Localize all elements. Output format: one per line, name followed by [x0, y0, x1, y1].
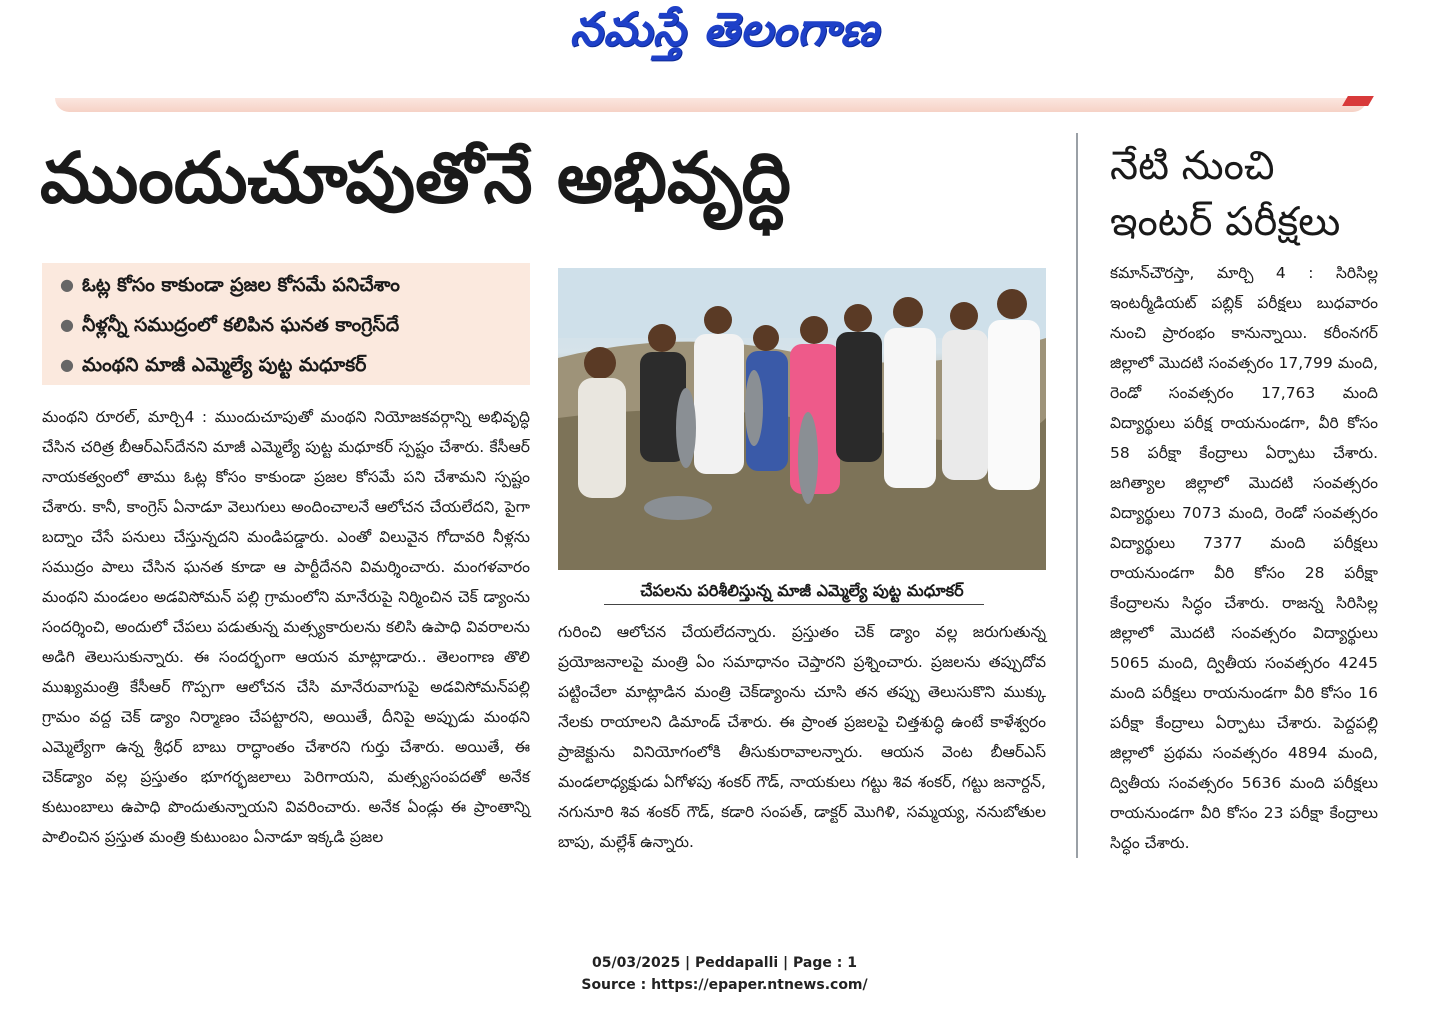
- highlight-item: [42, 347, 530, 383]
- highlight-item: [42, 307, 530, 343]
- side-story-body: కమాన్‌చౌరస్తా, మార్చి 4 : సిరిసిల్ల ఇంటర్మీడియట్ పబ్లిక్ పరీక్షలు బుధవారం నుంచి ప్రారంభం కానున్నాయి. కరీంనగర్ జిల్లాలో మొదటి సంవత్సరం 17,799 మంది, రెండో సంవత్సరం 17,763 మంది విద్యార్థులు పరీక్ష రాయనుండగా, వీరి కోసం 58 పరీక్షా కేంద్రాలు ఏర్పాటు చేశారు. జగిత్యాల జిల్లాలో మొదటి సంవత్సరం విద్యార్థులు 7073 మంది, రెండో సంవత్సరం విద్యార్థులు 7377 మంది పరీక్షలు రాయనుండగా వీరి కోసం 28 పరీక్షా కేంద్రాలను సిద్ధం చేశారు. రాజన్న సిరిసిల్ల జిల్లాలో మొదటి సంవత్సరం విద్యార్థులు 5065 మంది, ద్వితీయ సంవత్సరం 4245 మంది పరీక్షలు రాయనుండగా వీరి కోసం 16 పరీక్షా కేంద్రాలు ఏర్పాటు చేశారు. పెద్దపల్లి జిల్లాలో ప్రథమ సంవత్సరం 4894 మంది, ద్వితీయ సంవత్సరం 5636 మంది పరీక్షలు రాయనుండగా వీరి కోసం 23 పరీక్షా కేంద్రాలు సిద్ధం చేశారు.: [1110, 264, 1378, 852]
- bullet-icon: ●: [60, 315, 74, 334]
- masthead-divider: [55, 98, 1367, 112]
- photo-caption: చేపలను పరిశీలిస్తున్న మాజీ ఎమ్మెల్యే పుట్ట మధూకర్: [640, 581, 964, 600]
- article-column-1: మంథని రూరల్, మార్చి4 : ముందుచూపుతో మంథని నియోజకవర్గాన్ని అభివృద్ధి చేసిన చరిత్ర బీఆర్‌ఎస్‌దేనని మాజీ ఎమ్మెల్యే పుట్ట మధూకర్ స్పష్టం చేశారు. కేసీఆర్ నాయకత్వంలో తాము ఓట్ల కోసం కాకుండా ప్రజల కోసమే పని చేశామని స్పష్టం చేశారు. కానీ, కాంగ్రెస్ ఏనాడూ వెలుగులు అందించాలనే ఆలోచన చేయలేదని, పైగా బద్నాం చేసే పనులు చేస్తున్నదని మండిపడ్డారు. ఎంతో విలువైన గోదావరి నీళ్లను సముద్రం పాలు చేసిన ఘనత కూడా ఆ పార్టీదేనని విమర్శించారు. మంగళవారం మంథని మండలం అడవిసోమన్ పల్లి గ్రామంలోని మానేరుపై నిర్మించిన చెక్ డ్యాంను సందర్శించి, అందులో చేపలు పడుతున్న మత్స్యకారులను కలిసి ఉపాధి వివరాలను అడిగి తెలుసుకున్నారు. ఈ సందర్భంగా ఆయన మాట్లాడారు.. తెలంగాణ తొలి ముఖ్యమంత్రి కేసీఆర్ గొప్పగా ఆలోచన చేసి మానేరువాగుపై అడవిసోమన్‌పల్లి గ్రామం వద్ద చెక్ డ్యాం నిర్మాణం చేపట్టారని, అయితే, దీనిపై అప్పుడు మంథని ఎమ్మెల్యేగా ఉన్న శ్రీధర్ బాబు రాద్ధాంతం చేశారని గుర్తు చేశారు. అయితే, ఈ చెక్‌డ్యాం వల్ల ప్రస్తుతం భూగర్భజలాలు పెరిగాయని, మత్స్యసంపదతో అనేక కుటుంబాలు ఉపాధి పొందుతున్నాయని వివరించారు. అనేక ఏండ్లు ఈ ప్రాంతాన్ని పాలించిన ప్రస్తుత మంత్రి కుటుంబం ఏనాడూ ఇక్కడి ప్రజల: [42, 408, 530, 846]
- highlight-text: ఓట్ల కోసం కాకుండా ప్రజల కోసమే పనిచేశాం: [82, 274, 400, 296]
- news-photo-illustration: [558, 268, 1046, 570]
- newspaper-logo: నమస్తే తెలంగాణ: [569, 2, 880, 56]
- highlights-box: [42, 263, 530, 385]
- article-column-2: గురించి ఆలోచన చేయలేదన్నారు. ప్రస్తుతం చెక్ డ్యాం వల్ల జరుగుతున్న ప్రయోజనాలపై మంత్రి ఏం సమాధానం చెప్తారని ప్రశ్నించారు. ప్రజలను తప్పుదోవ పట్టించేలా మాట్లాడిన మంత్రి చెక్‌డ్యాంను చూసి తన తప్పు తెలుసుకొని ముక్కు నేలకు రాయాలని డిమాండ్ చేశారు. ఈ ప్రాంత ప్రజలపై చిత్తశుద్ధి ఉంటే కాళేశ్వరం ప్రాజెక్టును వినియోగంలోకి తీసుకురావాలన్నారు. ఆయన వెంట బీఆర్‌ఎస్ మండలాధ్యక్షుడు ఏగోళపు శంకర్ గౌడ్, నాయకులు గట్టు శివ శంకర్, గట్టు జనార్దన్, నగునూరి శివ శంకర్ గౌడ్, కడారి సంపత్, డాక్టర్ మొగిళి, సమ్మయ్య, ననుబోతుల బాపు, మల్లేశ్ ఉన్నారు.: [558, 623, 1046, 851]
- caption-underline: [604, 604, 984, 605]
- footer-source-link[interactable]: Source : https://epaper.ntnews.com/: [581, 977, 868, 993]
- footer-edition-info: 05/03/2025 | Peddapalli | Page : 1: [592, 955, 857, 971]
- masthead-accent-mark: [1342, 96, 1374, 106]
- bullet-icon: ●: [60, 355, 74, 374]
- side-headline-line-2: ఇంటర్ పరీక్షలు: [1110, 199, 1341, 245]
- side-story-headline: [1110, 138, 1410, 250]
- bullet-icon: ●: [60, 275, 74, 294]
- main-headline: ముందుచూపుతోనే అభివృద్ధి: [40, 137, 791, 219]
- highlight-text: మంథని మాజీ ఎమ్మెల్యే పుట్ట మధూకర్: [82, 354, 367, 376]
- side-headline-line-1: నేటి నుంచి: [1110, 143, 1275, 189]
- page-footer: [0, 952, 1449, 996]
- highlight-text: నీళ్లన్నీ సముద్రంలో కలిపిన ఘనత కాంగ్రెస్‌దే: [82, 314, 400, 336]
- masthead: [0, 0, 1449, 72]
- column-divider: [1076, 133, 1078, 858]
- news-photo: [558, 268, 1046, 570]
- highlight-item: [42, 267, 530, 303]
